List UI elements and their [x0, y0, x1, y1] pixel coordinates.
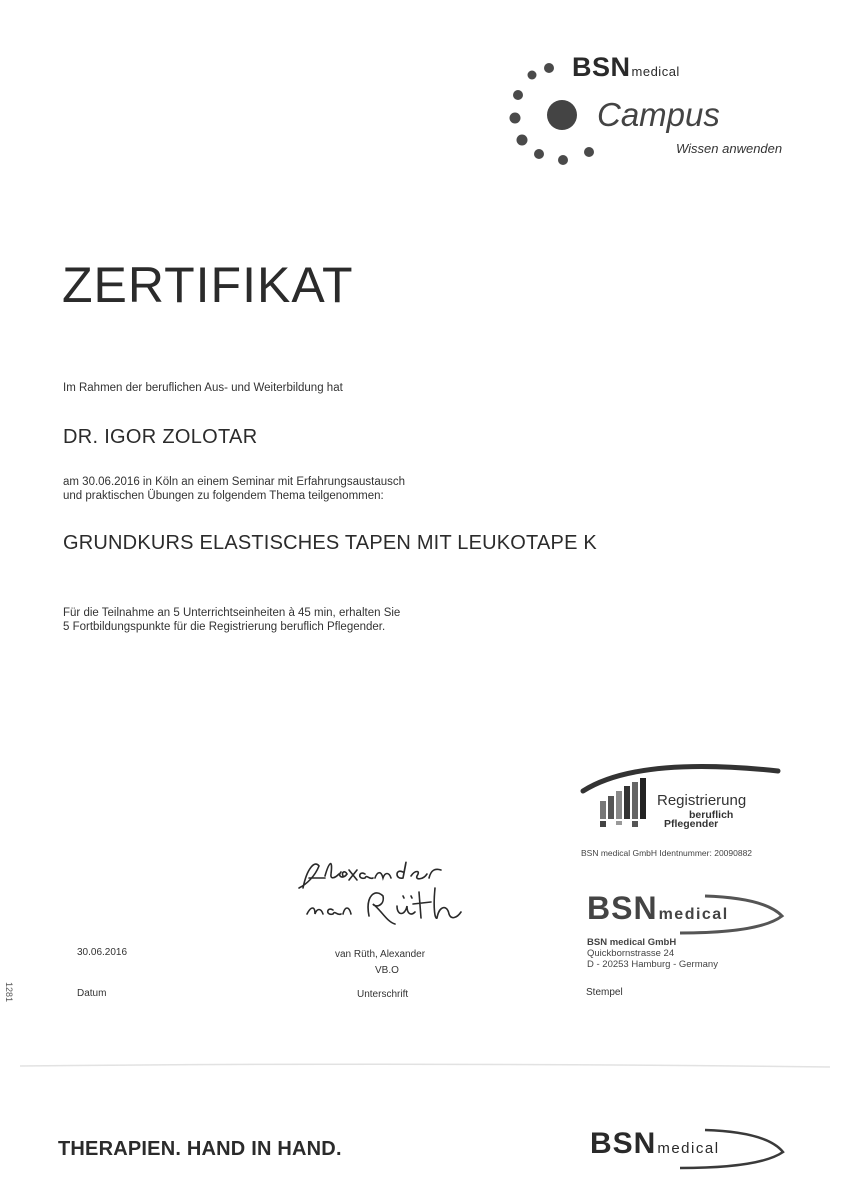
seminar-text: [63, 475, 405, 503]
campus-word: Campus: [597, 96, 720, 133]
signer-name: van Rüth, Alexander: [335, 949, 426, 960]
stamp-brand-suffix: medical: [658, 906, 729, 923]
certificate-title: ZERTIFIKAT: [62, 257, 354, 313]
footer-brand: [590, 1127, 720, 1161]
footer-slogan: THERAPIEN. HAND IN HAND.: [58, 1138, 342, 1160]
recipient-name: DR. IGOR ZOLOTAR: [63, 426, 258, 448]
points-line-2: 5 Fortbildungspunkte für die Registrierung beruflich Pflegender.: [63, 621, 386, 633]
signer-role: VB.O: [375, 965, 399, 976]
date-value: 30.06.2016: [77, 947, 128, 958]
registration-sub-1: beruflich: [689, 809, 734, 821]
campus-tagline: Wissen anwenden: [676, 141, 783, 156]
points-text: [63, 606, 400, 634]
registration-title: Registrierung: [657, 792, 747, 809]
certificate-intro: Im Rahmen der beruflichen Aus- und Weiterbildung hat: [63, 382, 343, 394]
seminar-line-1: am 30.06.2016 in Köln an einem Seminar mit Erfahrungsaustausch: [63, 476, 406, 488]
registration-sub-2: Pflegender: [664, 818, 719, 830]
header-brand: [572, 52, 680, 83]
header-brand-name: BSN: [572, 52, 631, 82]
header-brand-suffix: medical: [631, 64, 680, 79]
points-line-1: Für die Teilnahme an 5 Unterrichtseinheiten à 45 min, erhalten Sie: [63, 607, 401, 619]
registration-id: BSN medical GmbH Identnummer: 20090882: [581, 848, 753, 858]
label-signature: Unterschrift: [357, 989, 409, 1000]
stamp-brand: [587, 890, 729, 927]
label-date: Datum: [77, 988, 107, 999]
stamp-address: [587, 937, 718, 970]
stamp-city: D - 20253 Hamburg - Germany: [587, 959, 718, 970]
stamp-brand-name: BSN: [587, 890, 658, 926]
stamp-street: Quickbornstrasse 24: [587, 948, 675, 959]
stamp-company: BSN medical GmbH: [587, 937, 677, 948]
seminar-line-2: und praktischen Übungen zu folgendem Thema teilgenommen:: [63, 490, 384, 502]
footer-brand-name: BSN: [590, 1127, 657, 1160]
label-stamp: Stempel: [586, 987, 623, 998]
footer-rule: [0, 1060, 849, 1072]
handwritten-signature: [285, 848, 485, 938]
footer-brand-suffix: medical: [657, 1140, 720, 1157]
seminar-topic: GRUNDKURS ELASTISCHES TAPEN MIT LEUKOTAPE K: [63, 532, 597, 554]
side-code: 1281: [4, 982, 14, 1003]
